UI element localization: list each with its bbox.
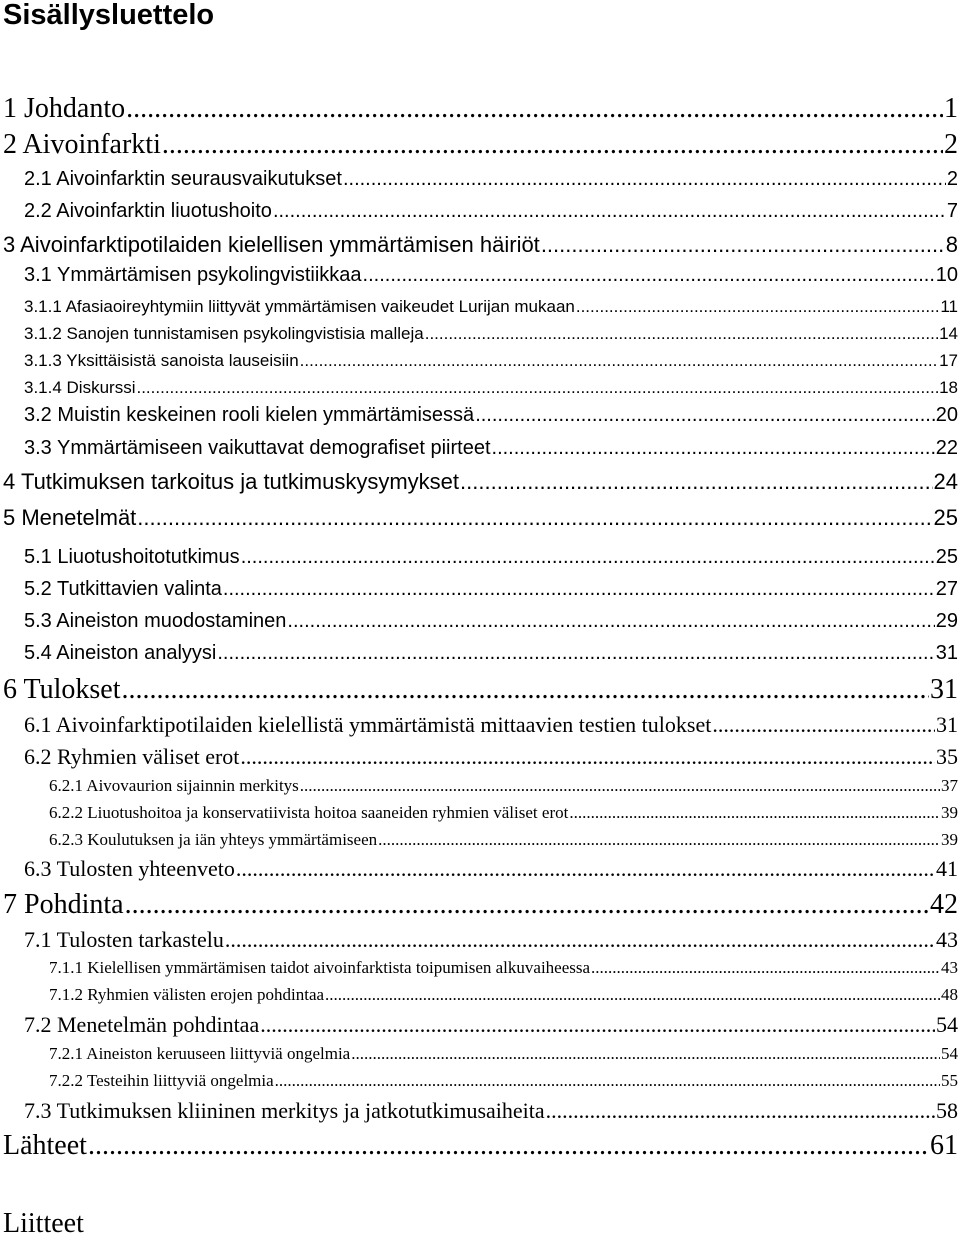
toc-entry[interactable]: 6.2 Ryhmien väliset erot ..... 35	[24, 744, 958, 770]
toc-entry[interactable]: 2 Aivoinfarkti ..... 2	[3, 129, 958, 161]
toc-entry[interactable]: 7.2.2 Testeihin liittyviä ongelmia ..... 55	[49, 1071, 958, 1091]
toc-entry[interactable]: 6.1 Aivoinfarktipotilaiden kielellistä ymmärtämistä mittaavien testien tulokset ..... 31	[24, 712, 958, 738]
toc-entry[interactable]: 7.2 Menetelmän pohdintaa ..... 54	[24, 1012, 958, 1038]
toc-entry[interactable]: 3 Aivoinfarktipotilaiden kielellisen ymmärtämisen häiriöt ..... 8	[3, 232, 958, 258]
toc-entry[interactable]: 2.2 Aivoinfarktin liuotushoito ..... 7	[24, 200, 958, 223]
toc-entry[interactable]: Lähteet ..... 61	[3, 1130, 958, 1162]
toc-title: Sisällysluettelo	[3, 0, 215, 31]
toc-entry[interactable]: 3.1.1 Afasiaoireyhtymiin liittyvät ymmärtämisen vaikeudet Lurijan mukaan ..... 11	[24, 297, 958, 317]
toc-entry[interactable]: 7.1 Tulosten tarkastelu ..... 43	[24, 927, 958, 953]
toc-entry[interactable]: 7.2.1 Aineiston keruuseen liittyviä ongelmia ..... 54	[49, 1044, 958, 1064]
toc-entry[interactable]: 3.2 Muistin keskeinen rooli kielen ymmärtämisessä ..... 20	[24, 404, 958, 427]
toc-entry[interactable]: 5.4 Aineiston analyysi ..... 31	[24, 642, 958, 665]
toc-entry[interactable]: 7 Pohdinta ..... 42	[3, 889, 958, 921]
toc-entry[interactable]: 3.1.4 Diskurssi ..... 18	[24, 378, 958, 398]
toc-entry[interactable]: 6 Tulokset ..... 31	[3, 674, 958, 706]
toc-entry[interactable]: 3.3 Ymmärtämiseen vaikuttavat demografiset piirteet ..... 22	[24, 437, 958, 460]
toc-entry[interactable]: 6.2.2 Liuotushoitoa ja konservatiivista hoitoa saaneiden ryhmien väliset erot ..... 39	[49, 803, 958, 823]
toc-entry[interactable]: 4 Tutkimuksen tarkoitus ja tutkimuskysymykset ..... 24	[3, 469, 958, 495]
toc-entry[interactable]: 6.3 Tulosten yhteenveto ..... 41	[24, 856, 958, 882]
toc-entry[interactable]: 6.2.1 Aivovaurion sijainnin merkitys ..... 37	[49, 776, 958, 796]
toc-entry[interactable]: 5.2 Tutkittavien valinta ..... 27	[24, 578, 958, 601]
toc-entry[interactable]: 1 Johdanto ..... 1	[3, 93, 958, 125]
toc-entry[interactable]: 5.1 Liuotushoitotutkimus ..... 25	[24, 546, 958, 569]
toc-entry[interactable]: 3.1.3 Yksittäisistä sanoista lauseisiin ..... 17	[24, 351, 958, 371]
toc-entry[interactable]: 7.3 Tutkimuksen kliininen merkitys ja jatkotutkimusaiheita ..... 58	[24, 1098, 958, 1124]
toc-entry[interactable]: 3.1.2 Sanojen tunnistamisen psykolingvistisia malleja ..... 14	[24, 324, 958, 344]
appendix-heading: Liitteet	[3, 1208, 84, 1239]
toc-entry[interactable]: 7.1.2 Ryhmien välisten erojen pohdintaa ..... 48	[49, 985, 958, 1005]
toc-entry[interactable]: 3.1 Ymmärtämisen psykolingvistiikkaa ..... 10	[24, 264, 958, 287]
toc-entry[interactable]: 6.2.3 Koulutuksen ja iän yhteys ymmärtämiseen ..... 39	[49, 830, 958, 850]
toc-entry[interactable]: 7.1.1 Kielellisen ymmärtämisen taidot aivoinfarktista toipumisen alkuvaiheessa ..... 43	[49, 958, 958, 978]
toc-entry[interactable]: 2.1 Aivoinfarktin seurausvaikutukset ..... 2	[24, 168, 958, 191]
toc-entry[interactable]: 5.3 Aineiston muodostaminen ..... 29	[24, 610, 958, 633]
toc-entry[interactable]: 5 Menetelmät ..... 25	[3, 505, 958, 531]
